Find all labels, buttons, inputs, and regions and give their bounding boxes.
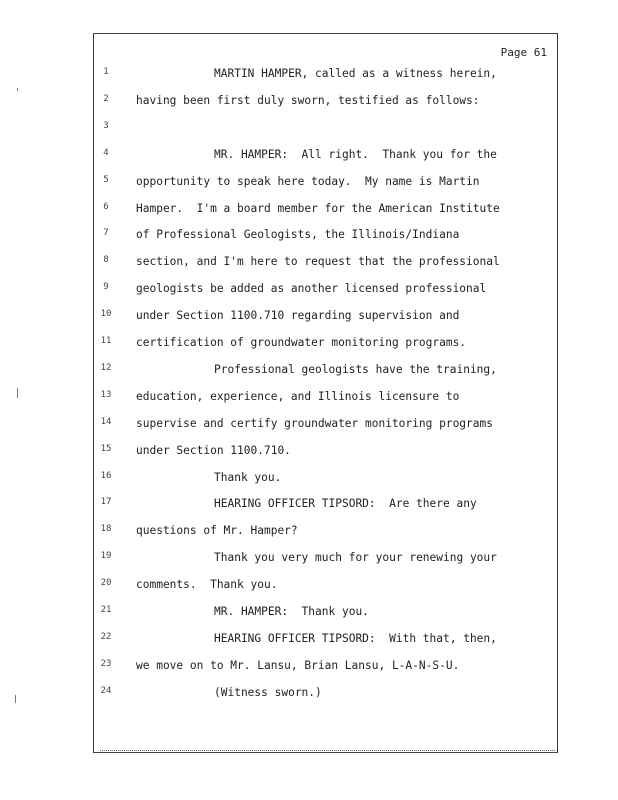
transcript-line [94, 228, 557, 248]
line-number: 16 [100, 470, 112, 481]
transcript-line [94, 551, 557, 571]
transcript-line [94, 390, 557, 410]
transcript-line [94, 686, 557, 706]
scan-speck [17, 88, 18, 91]
transcript-line [94, 524, 557, 544]
transcript-line [94, 605, 557, 625]
line-number: 12 [100, 362, 112, 373]
line-number: 9 [103, 282, 109, 293]
line-number: 2 [103, 93, 109, 104]
line-number: 10 [100, 309, 112, 320]
line-text: Thank you very much for your renewing your [214, 551, 497, 565]
transcript-line [94, 659, 557, 679]
line-number: 17 [100, 497, 112, 508]
transcript-line [94, 175, 557, 195]
line-number: 23 [100, 658, 112, 669]
line-text: supervise and certify groundwater monitoring programs [136, 416, 493, 430]
line-text: MARTIN HAMPER, called as a witness herein, [214, 67, 497, 80]
transcript-line [94, 363, 557, 383]
transcript-line [94, 309, 557, 329]
transcript-line [94, 444, 557, 464]
line-number: 13 [100, 389, 112, 400]
transcript-line [94, 255, 557, 275]
transcript-page [93, 33, 558, 753]
line-number: 6 [103, 201, 109, 212]
line-text: comments. Thank you. [136, 578, 278, 592]
transcript-line [94, 67, 557, 87]
scan-speck [17, 388, 18, 398]
line-number: 21 [100, 605, 112, 615]
transcript-line [94, 417, 557, 437]
line-text: under Section 1100.710 regarding supervision and [136, 309, 460, 323]
transcript-line [94, 282, 557, 302]
line-number: 3 [103, 120, 109, 131]
line-text: questions of Mr. Hamper? [136, 524, 298, 538]
line-text: (Witness sworn.) [214, 685, 322, 699]
line-number: 20 [100, 578, 112, 589]
transcript-line [94, 578, 557, 598]
line-number: 22 [100, 631, 112, 642]
line-number: 15 [100, 443, 112, 454]
line-text: MR. HAMPER: All right. Thank you for the [214, 147, 497, 161]
line-number: 11 [100, 336, 112, 346]
line-text: section, and I'm here to request that the professional [136, 255, 500, 269]
page-number: Page 61 [500, 46, 547, 59]
line-text: HEARING OFFICER TIPSORD: Are there any [214, 497, 477, 511]
transcript-line [94, 94, 557, 114]
scan-noise [100, 750, 555, 753]
line-text: HEARING OFFICER TIPSORD: With that, then, [214, 631, 497, 645]
line-text: we move on to Mr. Lansu, Brian Lansu, L-A-N-S-U. [136, 658, 460, 672]
line-text: geologists be added as another licensed professional [136, 282, 487, 296]
scan-speck [15, 695, 16, 703]
transcript-line [94, 121, 557, 141]
line-number: 7 [103, 228, 109, 239]
line-text: of Professional Geologists, the Illinois/Indiana [136, 228, 460, 242]
line-text: Thank you. [214, 470, 282, 484]
transcript-line [94, 148, 557, 168]
line-number: 5 [103, 174, 109, 185]
transcript-line [94, 202, 557, 222]
line-number: 14 [100, 416, 112, 427]
line-number: 24 [100, 685, 112, 696]
line-text: Hamper. I'm a board member for the American Institute [136, 201, 500, 215]
transcript-line [94, 336, 557, 356]
transcript-line [94, 497, 557, 517]
line-text: MR. HAMPER: Thank you. [214, 605, 369, 618]
line-number: 1 [103, 67, 109, 77]
transcript-line [94, 632, 557, 652]
line-text: having been first duly sworn, testified as follows: [136, 93, 480, 107]
line-number: 18 [100, 524, 112, 535]
line-number: 4 [103, 147, 109, 158]
line-text: Professional geologists have the training, [214, 362, 497, 376]
line-text: certification of groundwater monitoring programs. [136, 336, 467, 349]
transcript-line [94, 471, 557, 491]
line-text: under Section 1100.710. [136, 443, 291, 457]
line-number: 19 [100, 551, 112, 562]
line-text: opportunity to speak here today. My name is Martin [136, 174, 480, 188]
line-number: 8 [103, 255, 109, 266]
line-text: education, experience, and Illinois licensure to [136, 389, 460, 403]
